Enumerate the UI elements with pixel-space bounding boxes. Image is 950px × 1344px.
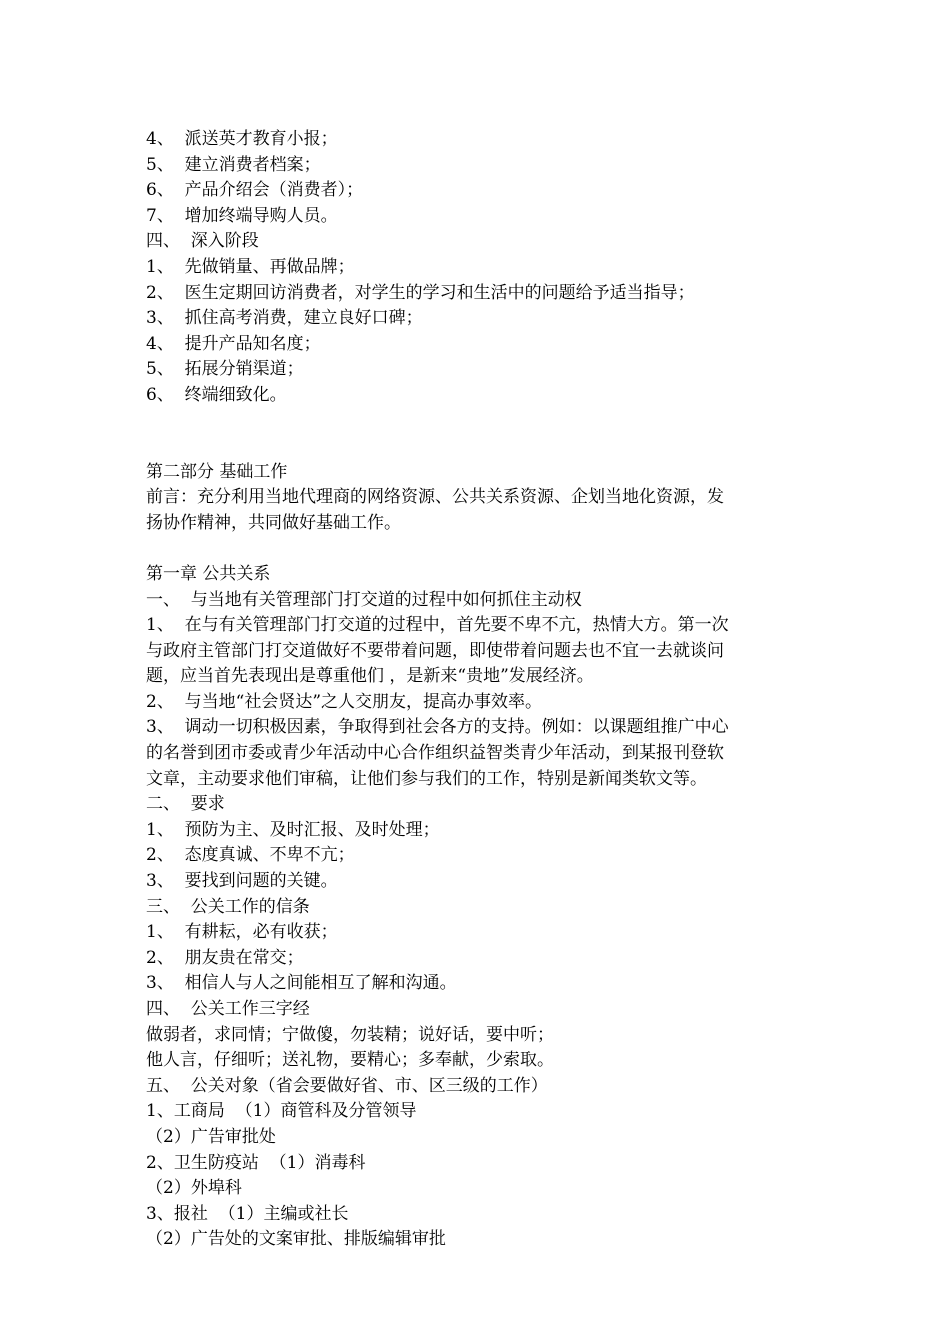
text-line: 4、 提升产品知名度； [146,333,321,354]
text-line: 与政府主管部门打交道做好不要带着问题，即使带着问题去也不宜一去就谈问 [146,640,724,661]
section-heading: 五、 公关对象（省会要做好省、市、区三级的工作） [146,1075,548,1096]
text-line: 3、报社 （1）主编或社长 [146,1203,349,1224]
text-line: 1、 在与有关管理部门打交道的过程中，首先要不卑不亢，热情大方。第一次 [146,615,729,636]
text-line: 5、 拓展分销渠道； [146,359,304,380]
text-line: （2）广告处的文案审批、排版编辑审批 [146,1229,446,1250]
text-line: 5、 建立消费者档案； [146,154,321,175]
text-line: 的名誉到团市委或青少年活动中心合作组织益智类青少年活动，到某报刊登软 [146,743,724,764]
text-line: 前言：充分利用当地代理商的网络资源、公共关系资源、企划当地化资源，发 [146,487,724,508]
text-line: 1、 有耕耘，必有收获； [146,922,338,943]
text-line: 1、工商局 （1）商管科及分管领导 [146,1101,417,1122]
text-line: 4、 派送英才教育小报； [146,129,338,149]
text-line: 题，应当首先表现出是尊重他们 ，是新来“贵地”发展经济。 [146,666,594,687]
text-line: 6、 终端细致化。 [146,384,287,405]
section-heading: 一、 与当地有关管理部门打交道的过程中如何抓住主动权 [146,589,582,610]
spacer [146,536,810,562]
text-line: 3、 调动一切积极因素，争取得到社会各方的支持。例如：以课题组推广中心 [146,717,729,738]
section-part-two [146,460,810,537]
text-line: 1、 先做销量、再做品牌； [146,256,355,277]
text-line: 2、 朋友贵在常交； [146,947,304,968]
spacer [146,409,810,460]
text-line: 7、 增加终端导购人员。 [146,205,338,226]
chapter-heading: 第一章 公共关系 [146,563,271,584]
text-line: 6、 产品介绍会（消费者）； [146,180,364,201]
text-line: 他人言，仔细听；送礼物，要精心；多奉献，少索取。 [146,1050,554,1071]
text-line: （2）广告审批处 [146,1126,276,1147]
text-line: 3、 要找到问题的关键。 [146,871,338,892]
text-line: 2、卫生防疫站 （1）消毒科 [146,1152,366,1173]
text-line: 2、 与当地“社会贤达”之人交朋友，提高办事效率。 [146,691,543,712]
text-line: 2、 态度真诚、不卑不亢； [146,845,355,866]
section-stage-list [146,127,810,409]
text-line: 扬协作精神，共同做好基础工作。 [146,512,401,533]
section-heading: 四、 公关工作三字经 [146,999,310,1019]
text-line: 3、 抓住高考消费，建立良好口碑； [146,308,423,329]
text-line: 做弱者，求同情；宁做傻，勿装精；说好话，要中听； [146,1024,554,1045]
text-line: 文章，主动要求他们审稿，让他们参与我们的工作，特别是新闻类软文等。 [146,768,707,789]
section-heading: 二、 要求 [146,794,225,815]
text-line: 1、 预防为主、及时汇报、及时处理； [146,819,440,840]
section-chapter-one [146,562,810,1253]
part-heading: 第二部分 基础工作 [146,461,288,482]
section-heading: 四、 深入阶段 [146,231,259,252]
text-line: （2）外埠科 [146,1178,242,1199]
text-line: 3、 相信人与人之间能相互了解和沟通。 [146,973,457,994]
text-line: 2、 医生定期回访消费者，对学生的学习和生活中的问题给予适当指导； [146,282,695,303]
section-heading: 三、 公关工作的信条 [146,896,310,917]
